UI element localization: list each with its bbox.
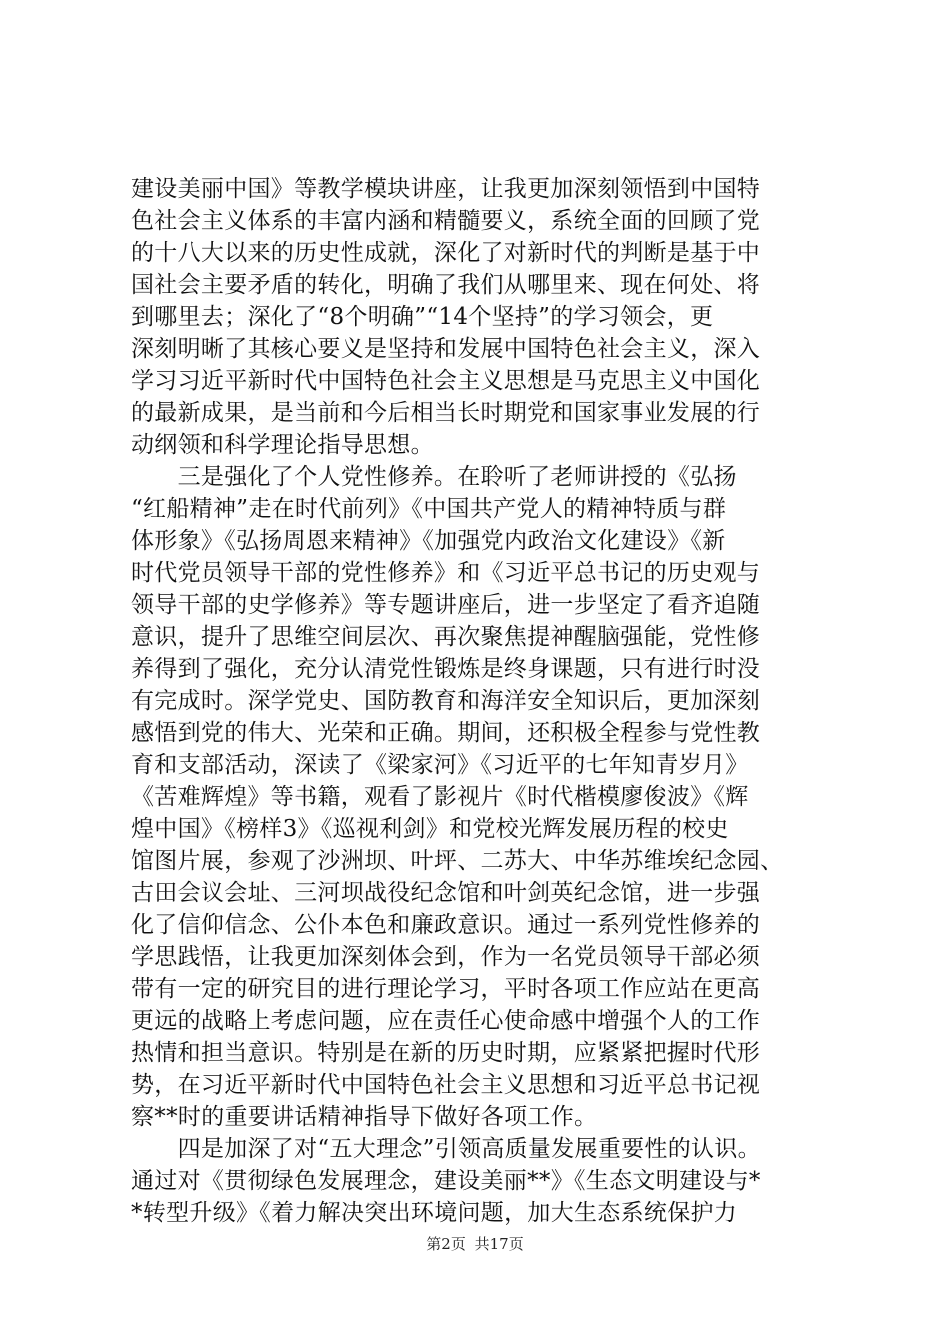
text-line: 到哪里去；深化了“8个明确”“14个坚持”的学习领会，更	[131, 304, 714, 330]
text-line: 养得到了强化，充分认清党性锻炼是终身课题，只有进行时没	[131, 656, 761, 682]
text-line: 建设美丽中国》等教学模块讲座，让我更加深刻领悟到中国特	[131, 176, 761, 202]
text-line: 学思践悟，让我更加深刻体会到，作为一名党员领导干部必须	[131, 944, 761, 970]
text-line: 色社会主义体系的丰富内涵和精髓要义，系统全面的回顾了党	[131, 208, 761, 234]
page-footer	[0, 1233, 950, 1254]
text-line: 感悟到党的伟大、光荣和正确。期间，还积极全程参与党性教	[131, 720, 761, 746]
text-line: 势，在习近平新时代中国特色社会主义思想和习近平总书记视	[131, 1072, 761, 1098]
document-body	[131, 173, 831, 1229]
text-line: 时代党员领导干部的党性修养》和《习近平总书记的历史观与	[131, 560, 761, 586]
text-line: 三是强化了个人党性修养。在聆听了老师讲授的《弘扬	[131, 464, 737, 490]
page-number: 第2页	[426, 1235, 466, 1253]
text-line: 深刻明晰了其核心要义是坚持和发展中国特色社会主义，深入	[131, 336, 761, 362]
page-total: 共17页	[474, 1235, 524, 1253]
text-line: 领导干部的史学修养》等专题讲座后，进一步坚定了看齐追随	[131, 592, 761, 618]
text-line: *转型升级》《着力解决突出环境问题，加大生态系统保护力	[131, 1200, 738, 1226]
text-line: 的最新成果，是当前和今后相当长时期党和国家事业发展的行	[131, 400, 761, 426]
text-line: 察**时的重要讲话精神指导下做好各项工作。	[131, 1104, 598, 1130]
text-line: 动纲领和科学理论指导思想。	[131, 432, 434, 458]
text-line: 《苦难辉煌》等书籍，观看了影视片《时代楷模廖俊波》《辉	[131, 784, 749, 810]
text-line: 煌中国》《榜样3》《巡视利剑》和党校光辉发展历程的校史	[131, 816, 729, 842]
text-line: 的十八大以来的历史性成就，深化了对新时代的判断是基于中	[131, 240, 761, 266]
text-line: 国社会主要矛盾的转化，明确了我们从哪里来、现在何处、将	[131, 272, 761, 298]
text-line: 通过对《贯彻绿色发展理念，建设美丽**》《生态文明建设与*	[131, 1168, 761, 1194]
text-line: 更远的战略上考虑问题，应在责任心使命感中增强个人的工作	[131, 1008, 761, 1034]
text-line: 化了信仰信念、公仆本色和廉政意识。通过一系列党性修养的	[131, 912, 761, 938]
text-line: 体形象》《弘扬周恩来精神》《加强党内政治文化建设》《新	[131, 528, 726, 554]
text-line: 学习习近平新时代中国特色社会主义思想是马克思主义中国化	[131, 368, 761, 394]
text-line: 四是加深了对“五大理念”引领高质量发展重要性的认识。	[131, 1136, 761, 1162]
text-line: 育和支部活动，深读了《梁家河》《习近平的七年知青岁月》	[131, 752, 749, 778]
text-line: 意识，提升了思维空间层次、再次聚焦提神醒脑强能，党性修	[131, 624, 761, 650]
text-line: 古田会议会址、三河坝战役纪念馆和叶剑英纪念馆，进一步强	[131, 880, 761, 906]
text-line: 馆图片展，参观了沙洲坝、叶坪、二苏大、中华苏维埃纪念园、	[131, 848, 784, 874]
text-line: “红船精神”走在时代前列》《中国共产党人的精神特质与群	[131, 496, 727, 522]
text-line: 热情和担当意识。特别是在新的历史时期，应紧紧把握时代形	[131, 1040, 761, 1066]
text-line: 带有一定的研究目的进行理论学习，平时各项工作应站在更高	[131, 976, 761, 1002]
text-line: 有完成时。深学党史、国防教育和海洋安全知识后，更加深刻	[131, 688, 761, 714]
